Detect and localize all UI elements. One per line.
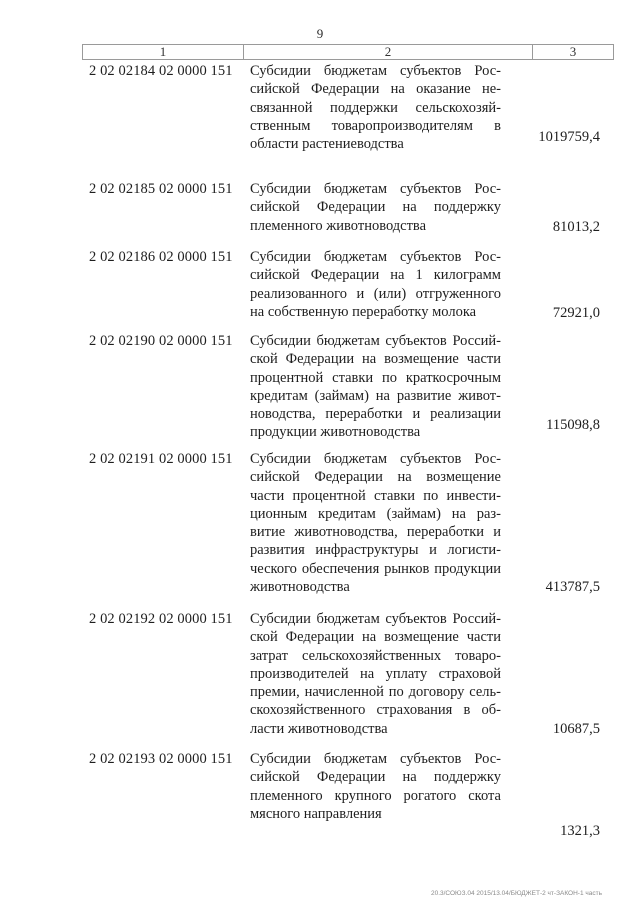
row-amount: 115098,8: [546, 416, 600, 433]
row-code: 2 02 02190 02 0000 151: [89, 333, 233, 349]
footer-file-path: 20.3/СОЮЗ.04 2015/13.04/БЮДЖЕТ-2 чт-ЗАКОН-1 часть: [430, 890, 602, 897]
row-description: Субсидии бюджетам субъектов Российской Федерации на поддержку племенного животноводства: [250, 181, 501, 234]
row-code: 2 02 02185 02 0000 151: [89, 181, 233, 197]
column-header-3: 3: [569, 44, 577, 59]
column-header-2: 2: [244, 45, 533, 59]
table-row: [0, 62, 640, 180]
row-code: 2 02 02186 02 0000 151: [89, 249, 233, 265]
page-number: 9: [316, 26, 324, 41]
table-row: [0, 450, 640, 610]
table-row: [0, 750, 640, 840]
row-amount: 81013,2: [552, 218, 600, 235]
table-row: [0, 180, 640, 248]
row-code: 2 02 02193 02 0000 151: [89, 751, 233, 767]
table-body: [0, 62, 640, 840]
row-description: Субсидии бюджетам субъектов Российской Федерации на возмещение части затрат сельскохозяйственных товаропроизводителей на уплату страховой премии, начисленной по договору сельскохозяйственного страхования в области животноводства: [250, 611, 501, 737]
row-description: Субсидии бюджетам субъектов Российской Федерации на возмещение части процентной ставки по инвестиционным кредитам (займам) на развитие животноводства, переработки и развития инфраструктуры и логистического обеспечения рынков продукции животноводства: [250, 451, 501, 596]
row-code: 2 02 02184 02 0000 151: [89, 63, 233, 79]
table-row: [0, 610, 640, 750]
table-header: [82, 44, 614, 60]
column-header-1: 1: [83, 45, 244, 59]
row-amount: 1019759,4: [538, 128, 600, 145]
row-amount: 10687,5: [552, 720, 600, 737]
table-row: [0, 332, 640, 450]
row-description: Субсидии бюджетам субъектов Российской Федерации на 1 килограмм реализованного и (или) отгруженного на собственную переработку молока: [250, 249, 501, 320]
row-amount: 1321,3: [560, 822, 600, 839]
row-description: Субсидии бюджетам субъектов Российской Федерации на возмещение части процентной ставки по краткосрочным кредитам (займам) на развитие животноводства, переработки и реализации продукции животноводства: [250, 333, 501, 441]
row-code: 2 02 02192 02 0000 151: [89, 611, 233, 627]
row-amount: 72921,0: [552, 304, 600, 321]
row-amount: 413787,5: [545, 578, 600, 595]
table-row: [0, 248, 640, 332]
row-description: Субсидии бюджетам субъектов Российской Федерации на оказание несвязанной поддержки сельскохозяйственным товаропроизводителям в области растениеводства: [250, 63, 501, 153]
row-description: Субсидии бюджетам субъектов Российской Федерации на поддержку племенного крупного рогатого скота мясного направления: [250, 751, 501, 822]
row-code: 2 02 02191 02 0000 151: [89, 451, 233, 467]
